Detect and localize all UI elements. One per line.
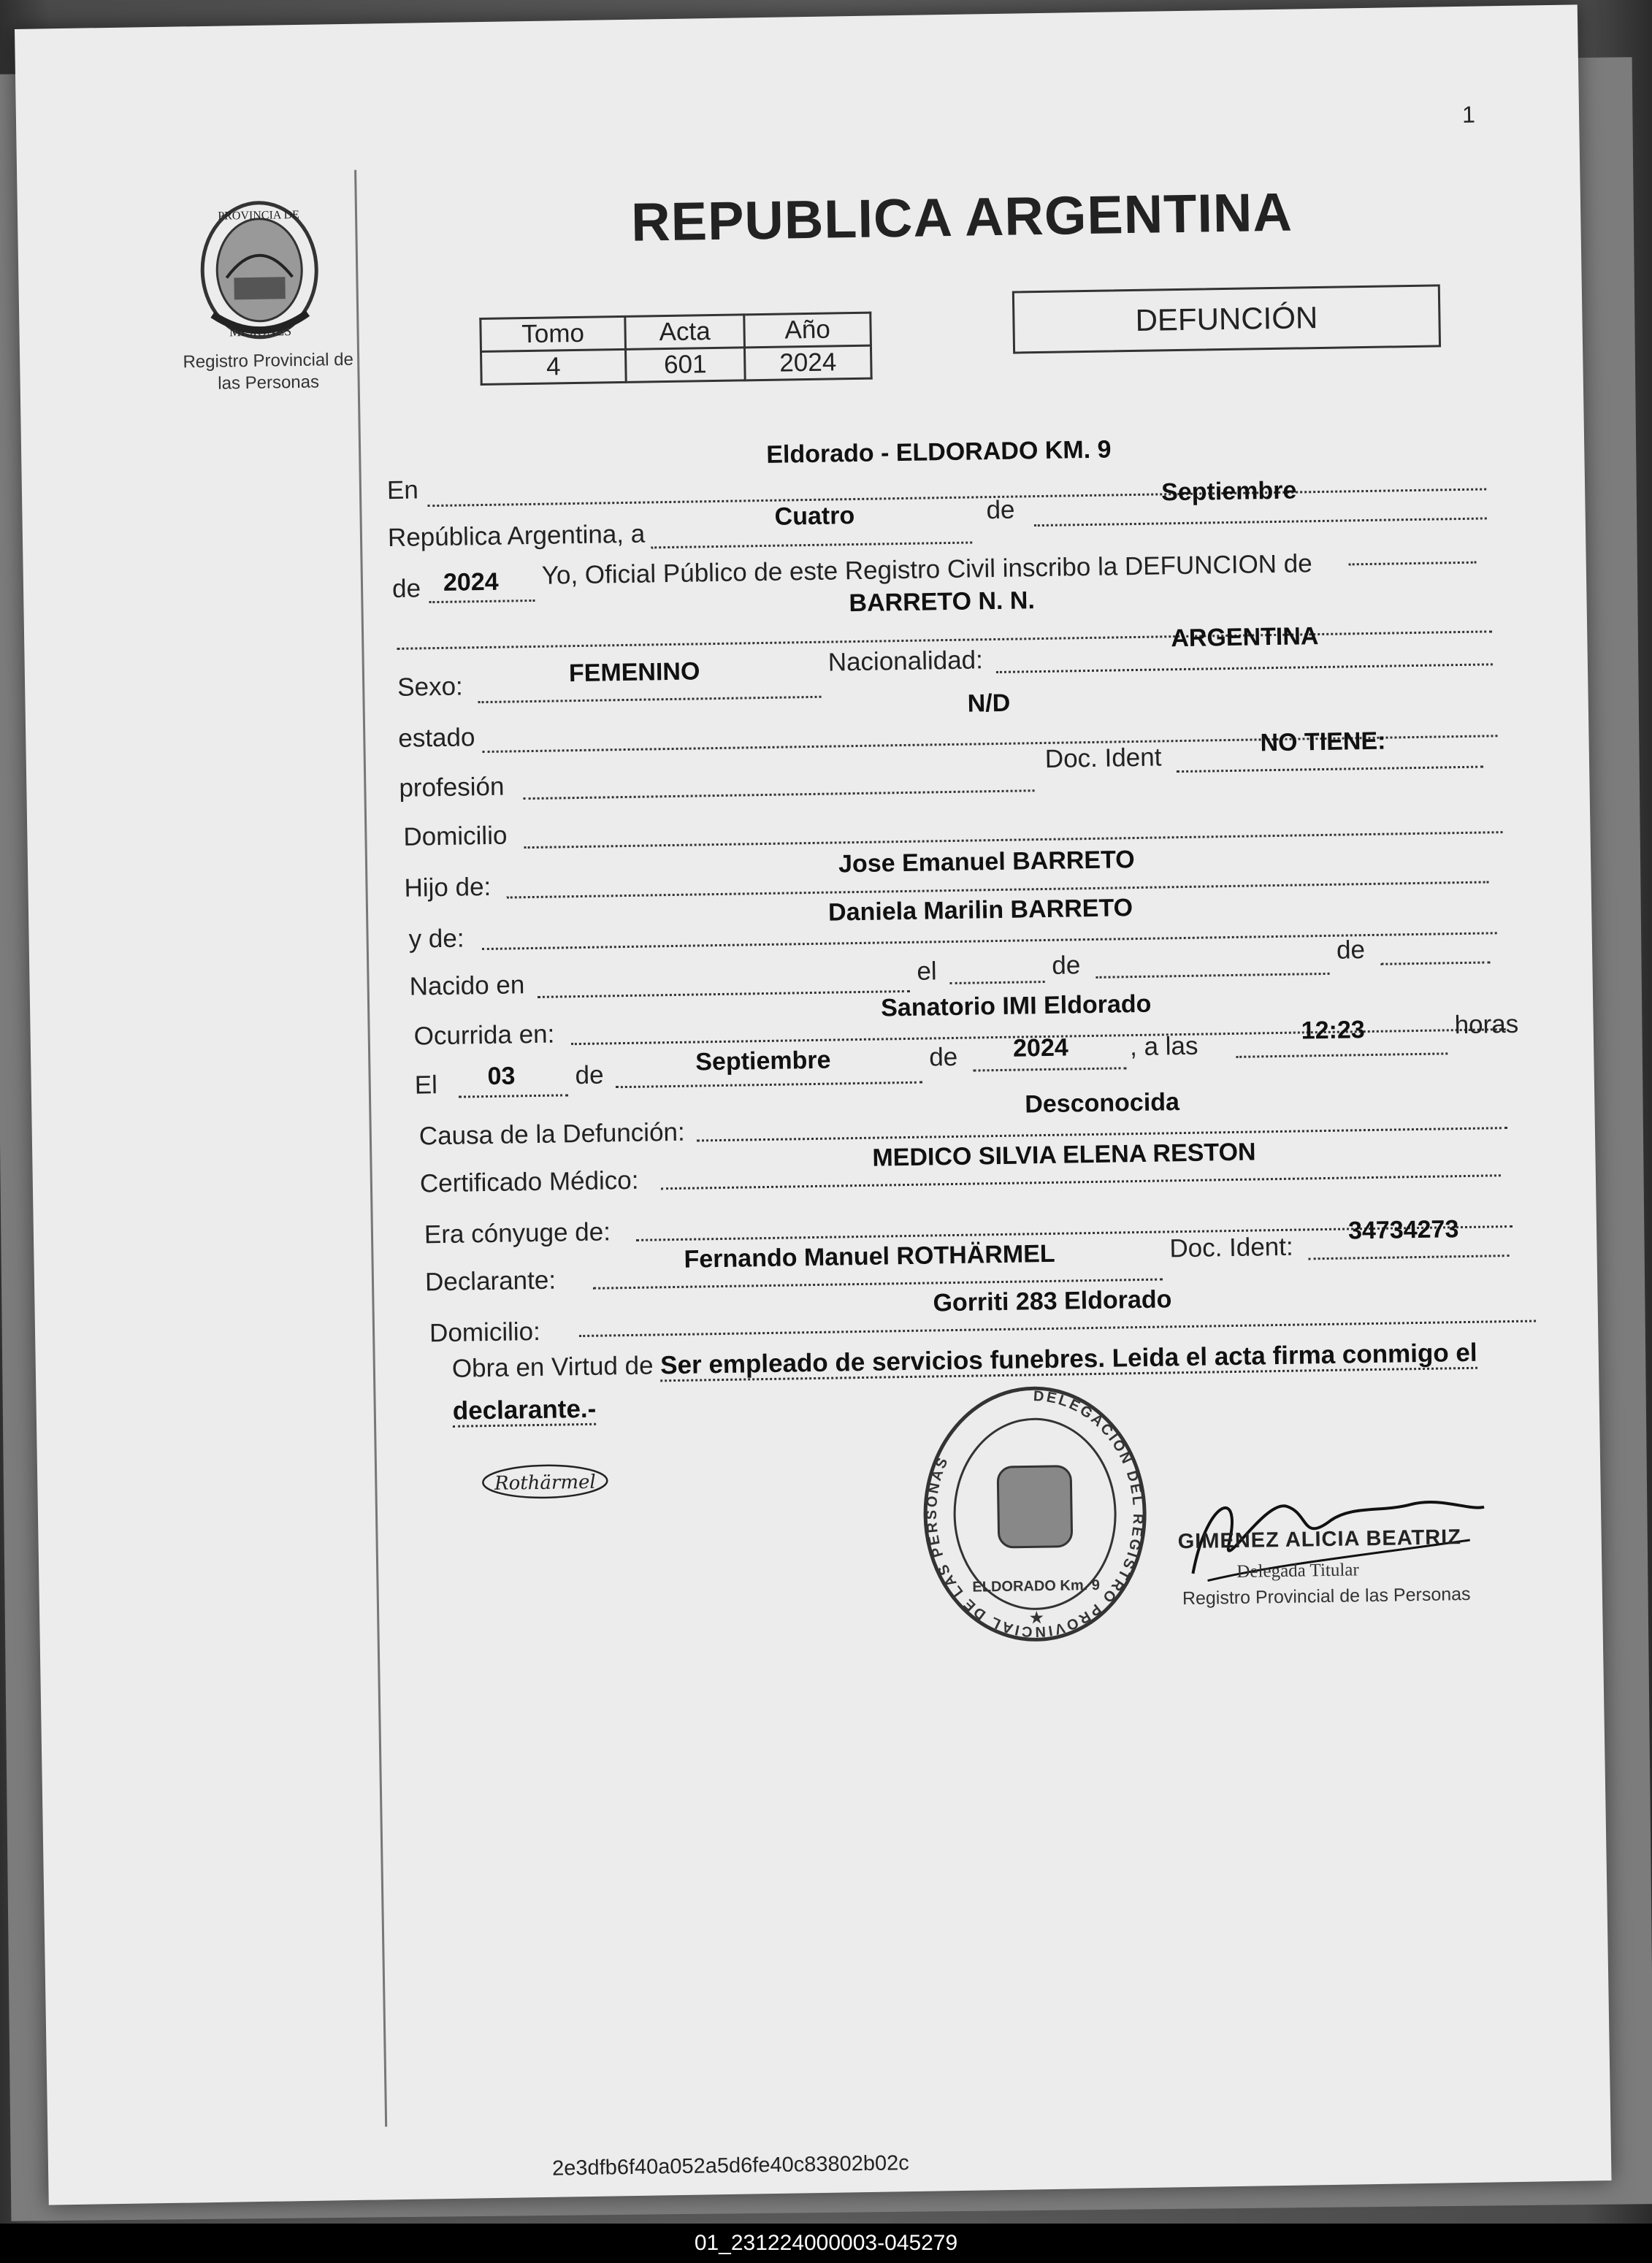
svg-text:ELDORADO Km. 9: ELDORADO Km. 9 — [972, 1577, 1101, 1596]
province-emblem-icon — [182, 188, 337, 351]
svg-text:Rothärmel: Rothärmel — [494, 1471, 596, 1495]
causa-label: Causa de la Defunción: — [418, 1117, 685, 1151]
domicilio-label: Domicilio — [403, 821, 508, 851]
nacionalidad-label: Nacionalidad: — [827, 646, 984, 677]
decl-domicilio-label: Domicilio: — [429, 1317, 541, 1348]
republica-label: República Argentina, a — [387, 519, 646, 553]
decl-doc-label: Doc. Ident: — [1169, 1232, 1293, 1263]
causa-value: Desconocida — [1025, 1088, 1180, 1119]
en-line — [427, 488, 1486, 507]
sexo-line — [478, 696, 822, 703]
causa-line — [697, 1127, 1507, 1141]
nacionalidad-value: ARGENTINA — [1171, 622, 1319, 653]
nac-de2-label: de — [1336, 935, 1366, 965]
acta-header-acta: Acta — [625, 315, 745, 350]
fecha-mes-value: Septiembre — [695, 1046, 831, 1076]
sexo-value: FEMENINO — [568, 657, 700, 688]
anio-value: 2024 — [443, 567, 499, 597]
mes-value: Septiembre — [1160, 476, 1297, 507]
hora-line — [1236, 1052, 1448, 1058]
de2-label: de — [391, 574, 421, 603]
acta-table — [479, 312, 872, 386]
nacido-label: Nacido en — [409, 970, 525, 1001]
hijo-label: Hijo de: — [404, 872, 492, 903]
doc-ident-label: Doc. Ident — [1044, 743, 1162, 773]
document-sheet — [15, 4, 1612, 2205]
el2-label: El — [414, 1071, 438, 1100]
signer-title: Delegada Titular — [1236, 1560, 1359, 1582]
fecha-de2-label: de — [928, 1042, 958, 1072]
nac-de-label: de — [1052, 951, 1081, 980]
document-type-box: DEFUNCIÓN — [1012, 284, 1441, 353]
footer-id: 01_231224000003-045279 — [0, 2224, 1652, 2263]
registry-name-line1: Registro Provincial de — [183, 349, 354, 372]
fecha-mes-line — [616, 1081, 922, 1089]
dia-value: Cuatro — [774, 502, 855, 531]
nacido-line — [538, 990, 910, 998]
margin-line — [354, 170, 387, 2127]
fecha-anio-line — [974, 1067, 1127, 1071]
conyuge-label: Era cónyuge de: — [424, 1217, 611, 1249]
dia-line — [651, 541, 972, 548]
estado-label: estado — [398, 723, 475, 753]
declarant-initials-signature — [475, 1451, 622, 1512]
certificado-line — [661, 1174, 1501, 1190]
obra-value-2: declarante.- — [452, 1395, 596, 1428]
el-label: el — [917, 957, 937, 986]
de-label: de — [986, 495, 1015, 525]
domicilio-line — [524, 831, 1503, 849]
declarante-label: Declarante: — [424, 1265, 557, 1297]
obra-label: Obra en Virtud de — [451, 1351, 654, 1383]
emblem-text-top: PROVINCIA DE — [218, 208, 299, 223]
declarante-value: Fernando Manuel ROTHÄRMEL — [684, 1239, 1055, 1274]
ocurrida-value: Sanatorio IMI Eldorado — [880, 989, 1152, 1022]
official-stamp — [912, 1377, 1158, 1651]
estado-value: N/D — [967, 689, 1011, 718]
el-line — [950, 981, 1045, 984]
page-number: 1 — [1461, 101, 1476, 128]
fecha-dia-value: 03 — [487, 1062, 516, 1091]
emblem-text-bottom: MISIONES — [229, 323, 292, 340]
acta-header-tomo: Tomo — [481, 316, 626, 351]
nombre-value: BARRETO N. N. — [849, 586, 1036, 618]
doc-ident-line — [1177, 766, 1483, 773]
nacionalidad-line — [996, 663, 1493, 673]
nac-mes-line — [1096, 973, 1330, 979]
obra-value-1: Ser empleado de servicios funebres. Leida el acta firma conmigo el — [660, 1339, 1477, 1382]
doc-ident-value: NO TIENE: — [1260, 727, 1386, 757]
yde-value: Daniela Marilin BARRETO — [827, 894, 1133, 927]
registry-name — [158, 348, 378, 396]
inscribo-text: Yo, Oficial Público de este Registro Civil inscribo la DEFUNCION de — [541, 549, 1312, 590]
alas-label: , a las — [1129, 1031, 1198, 1062]
document-hash: 2e3dfb6f40a052a5d6fe40c83802b02c — [551, 2151, 909, 2180]
fecha-dia-line — [459, 1094, 568, 1098]
horas-label: horas — [1454, 1009, 1519, 1040]
signer-org: Registro Provincial de las Personas — [1182, 1583, 1471, 1609]
en-value: Eldorado - ELDORADO KM. 9 — [765, 435, 1112, 469]
registry-name-line2: las Personas — [218, 372, 320, 394]
svg-text:DELEGACION DEL REGISTRO PROVIN: DELEGACION DEL REGISTRO PROVINCIAL DE LAS PERSONAS — [924, 1388, 1147, 1640]
hora-value: 12:23 — [1301, 1016, 1366, 1045]
ocurrida-label: Ocurrida en: — [413, 1019, 555, 1051]
mes-line — [1034, 517, 1487, 526]
signer-name: GIMENEZ ALICIA BEATRIZ — [1177, 1525, 1462, 1554]
acta-value-anio: 2024 — [744, 345, 871, 380]
anio-line — [429, 600, 535, 603]
certificado-value: MEDICO SILVIA ELENA RESTON — [872, 1138, 1256, 1172]
acta-value-tomo: 4 — [481, 349, 627, 384]
yde-label: y de: — [408, 924, 464, 954]
acta-header-anio: Año — [744, 313, 871, 348]
decl-doc-line — [1309, 1255, 1510, 1260]
nac-anio-line — [1380, 961, 1490, 965]
en-label: En — [386, 475, 419, 505]
fecha-anio-value: 2024 — [1012, 1033, 1069, 1062]
decl-domicilio-value: Gorriti 283 Eldorado — [933, 1285, 1172, 1317]
inscribo-line — [1349, 562, 1477, 566]
svg-text:★: ★ — [1028, 1608, 1045, 1628]
certificado-label: Certificado Médico: — [419, 1165, 639, 1198]
acta-value-acta: 601 — [625, 348, 745, 383]
sexo-label: Sexo: — [397, 672, 464, 702]
document-title: REPUBLICA ARGENTINA — [630, 181, 1293, 253]
profesion-line — [524, 789, 1035, 800]
hijo-value: Jose Emanuel BARRETO — [838, 846, 1135, 878]
decl-doc-value: 34734273 — [1347, 1215, 1459, 1245]
fecha-de-label: de — [575, 1060, 604, 1090]
profesion-label: profesión — [399, 772, 505, 803]
